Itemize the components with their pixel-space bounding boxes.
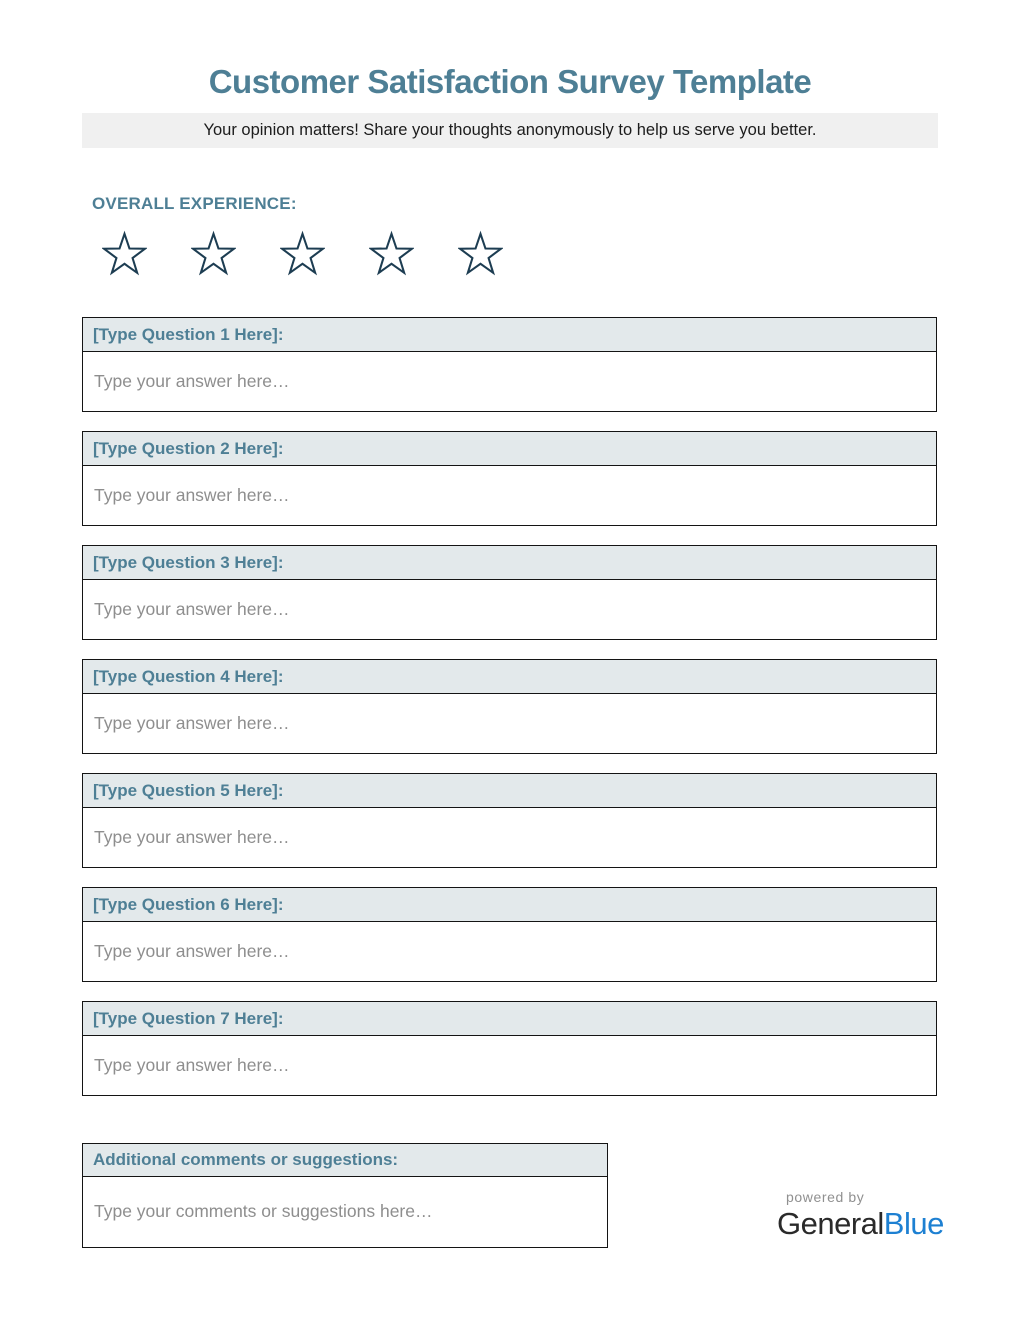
question-4-answer-input[interactable] [83, 694, 936, 752]
subtitle-text: Your opinion matters! Share your thoughts anonymously to help us serve you better. [203, 121, 817, 139]
question-1-answer-input[interactable] [83, 352, 936, 410]
comments-header: Additional comments or suggestions: [83, 1144, 607, 1177]
brand-general: General [777, 1206, 884, 1241]
question-block-7 [82, 1001, 937, 1096]
star-icon[interactable] [458, 230, 503, 277]
star-icon[interactable] [102, 230, 147, 277]
brand-wordmark [777, 1206, 944, 1242]
question-block-3 [82, 545, 937, 640]
question-3-answer-input[interactable] [83, 580, 936, 638]
question-5-answer-input[interactable] [83, 808, 936, 866]
question-2-header: [Type Question 2 Here]: [83, 432, 936, 466]
overall-experience-label: OVERALL EXPERIENCE: [92, 194, 297, 213]
question-2-answer-input[interactable] [83, 466, 936, 524]
star-rating [102, 230, 503, 277]
question-7-answer-input[interactable] [83, 1036, 936, 1094]
answer-placeholder: Type your answer here… [94, 598, 290, 619]
question-4-header: [Type Question 4 Here]: [83, 660, 936, 694]
answer-placeholder: Type your answer here… [94, 940, 290, 961]
answer-placeholder: Type your answer here… [94, 826, 290, 847]
star-icon[interactable] [280, 230, 325, 277]
answer-placeholder: Type your answer here… [94, 370, 290, 391]
star-icon[interactable] [191, 230, 236, 277]
question-5-header: [Type Question 5 Here]: [83, 774, 936, 808]
question-block-1 [82, 317, 937, 412]
question-block-6 [82, 887, 937, 982]
question-6-header: [Type Question 6 Here]: [83, 888, 936, 922]
question-block-5 [82, 773, 937, 868]
star-icon[interactable] [369, 230, 414, 277]
subtitle-bar [82, 113, 938, 148]
powered-by-text: powered by [786, 1189, 865, 1205]
answer-placeholder: Type your answer here… [94, 1054, 290, 1075]
question-block-4 [82, 659, 937, 754]
comments-placeholder: Type your comments or suggestions here… [94, 1201, 433, 1221]
brand-blue: Blue [883, 1206, 944, 1241]
question-1-header: [Type Question 1 Here]: [83, 318, 936, 352]
comments-block [82, 1143, 608, 1248]
generalblue-logo [777, 1189, 944, 1242]
answer-placeholder: Type your answer here… [94, 712, 290, 733]
question-3-header: [Type Question 3 Here]: [83, 546, 936, 580]
answer-placeholder: Type your answer here… [94, 484, 290, 505]
comments-answer-input[interactable] [83, 1177, 607, 1246]
page-title: Customer Satisfaction Survey Template [208, 63, 812, 100]
question-block-2 [82, 431, 937, 526]
question-7-header: [Type Question 7 Here]: [83, 1002, 936, 1036]
question-6-answer-input[interactable] [83, 922, 936, 980]
